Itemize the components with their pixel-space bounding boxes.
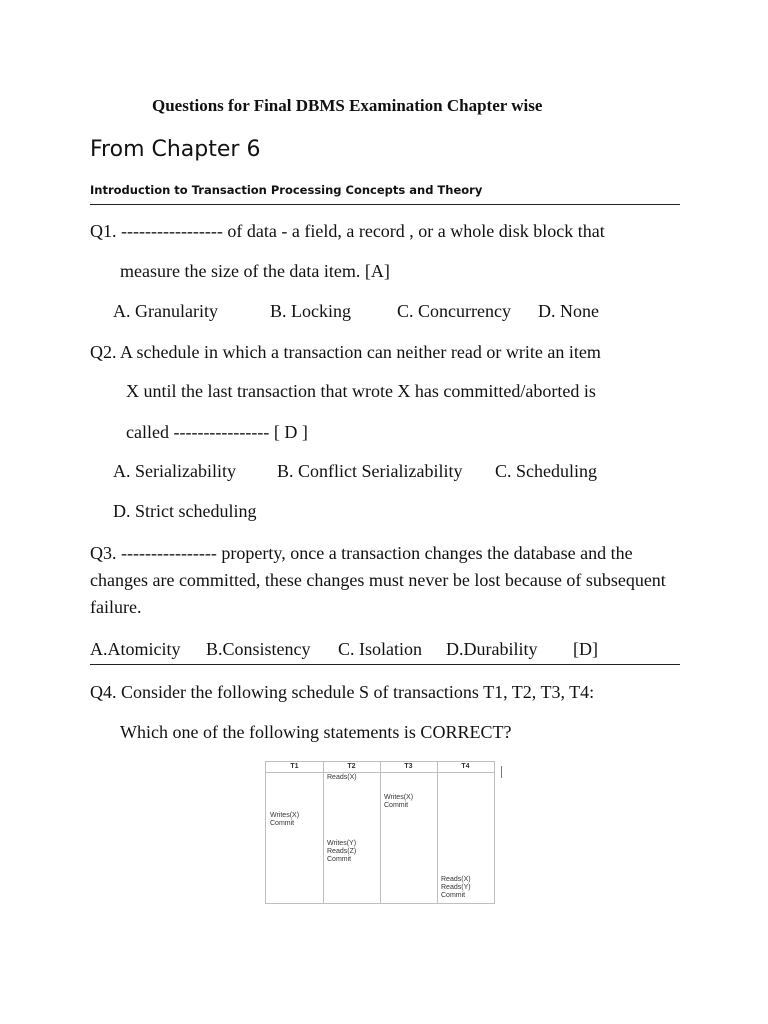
schedule-column-divider [437, 762, 438, 903]
question-4-line-2: Which one of the following statements is CORRECT? [120, 722, 512, 742]
question-2-option-b: B. Conflict Serializability [277, 461, 463, 481]
question-4-line-1: Q4. Consider the following schedule S of transactions T1, T2, T3, T4: [90, 682, 595, 702]
question-2-line-1: Q2. A schedule in which a transaction can neither read or write an item [90, 342, 601, 362]
schedule-t4-op: Reads(Y) [441, 884, 471, 891]
question-1-line-2: measure the size of the data item. [A] [120, 261, 390, 281]
schedule-table [265, 761, 495, 904]
question-3-option-a: A.Atomicity [90, 639, 181, 659]
schedule-t2-op: Reads(Z) [327, 848, 357, 855]
text-cursor-mark [501, 766, 502, 778]
schedule-header-t2: T2 [323, 762, 380, 773]
schedule-t4-op: Reads(X) [441, 876, 471, 883]
schedule-t2-op: Commit [327, 856, 352, 863]
question-1-option-b: B. Locking [270, 301, 351, 321]
question-1-option-d: D. None [538, 301, 599, 321]
divider-line-bottom [90, 664, 680, 665]
question-3-answer: [D] [573, 639, 598, 659]
schedule-t1-op: Writes(X) [270, 812, 300, 819]
schedule-column-divider [380, 762, 381, 903]
question-3-option-c: C. Isolation [338, 639, 422, 659]
question-3-option-d: D.Durability [446, 639, 538, 659]
question-1-option-c: C. Concurrency [397, 301, 511, 321]
section-heading: Introduction to Transaction Processing Concepts and Theory [90, 183, 483, 197]
schedule-t3-op: Commit [384, 802, 409, 809]
question-2-option-d: D. Strict scheduling [113, 501, 257, 521]
question-2-option-a: A. Serializability [113, 461, 236, 481]
schedule-header-t4: T4 [437, 762, 494, 773]
schedule-t1-op: Commit [270, 820, 295, 827]
chapter-heading: From Chapter 6 [90, 137, 261, 162]
divider-line-top [90, 204, 680, 205]
document-title: Questions for Final DBMS Examination Chapter wise [152, 96, 543, 115]
question-2-line-3: called ---------------- [ D ] [126, 422, 308, 442]
question-3-option-b: B.Consistency [206, 639, 311, 659]
question-1-option-a: A. Granularity [113, 301, 218, 321]
schedule-header-t1: T1 [266, 762, 323, 773]
schedule-column-divider [323, 762, 324, 903]
schedule-t2-op: Reads(X) [327, 774, 357, 781]
question-2-line-2: X until the last transaction that wrote X has committed/aborted is [126, 381, 596, 401]
question-2-option-c: C. Scheduling [495, 461, 597, 481]
schedule-t4-op: Commit [441, 892, 466, 899]
question-1-line-1: Q1. ----------------- of data - a field, a record , or a whole disk block that [90, 221, 605, 241]
schedule-t2-op: Writes(Y) [327, 840, 357, 847]
schedule-header-t3: T3 [380, 762, 437, 773]
question-3-text: Q3. ---------------- property, once a transaction changes the database and the changes are committed, these changes must never be lost because of subsequent failure. [90, 543, 666, 617]
schedule-t3-op: Writes(X) [384, 794, 414, 801]
